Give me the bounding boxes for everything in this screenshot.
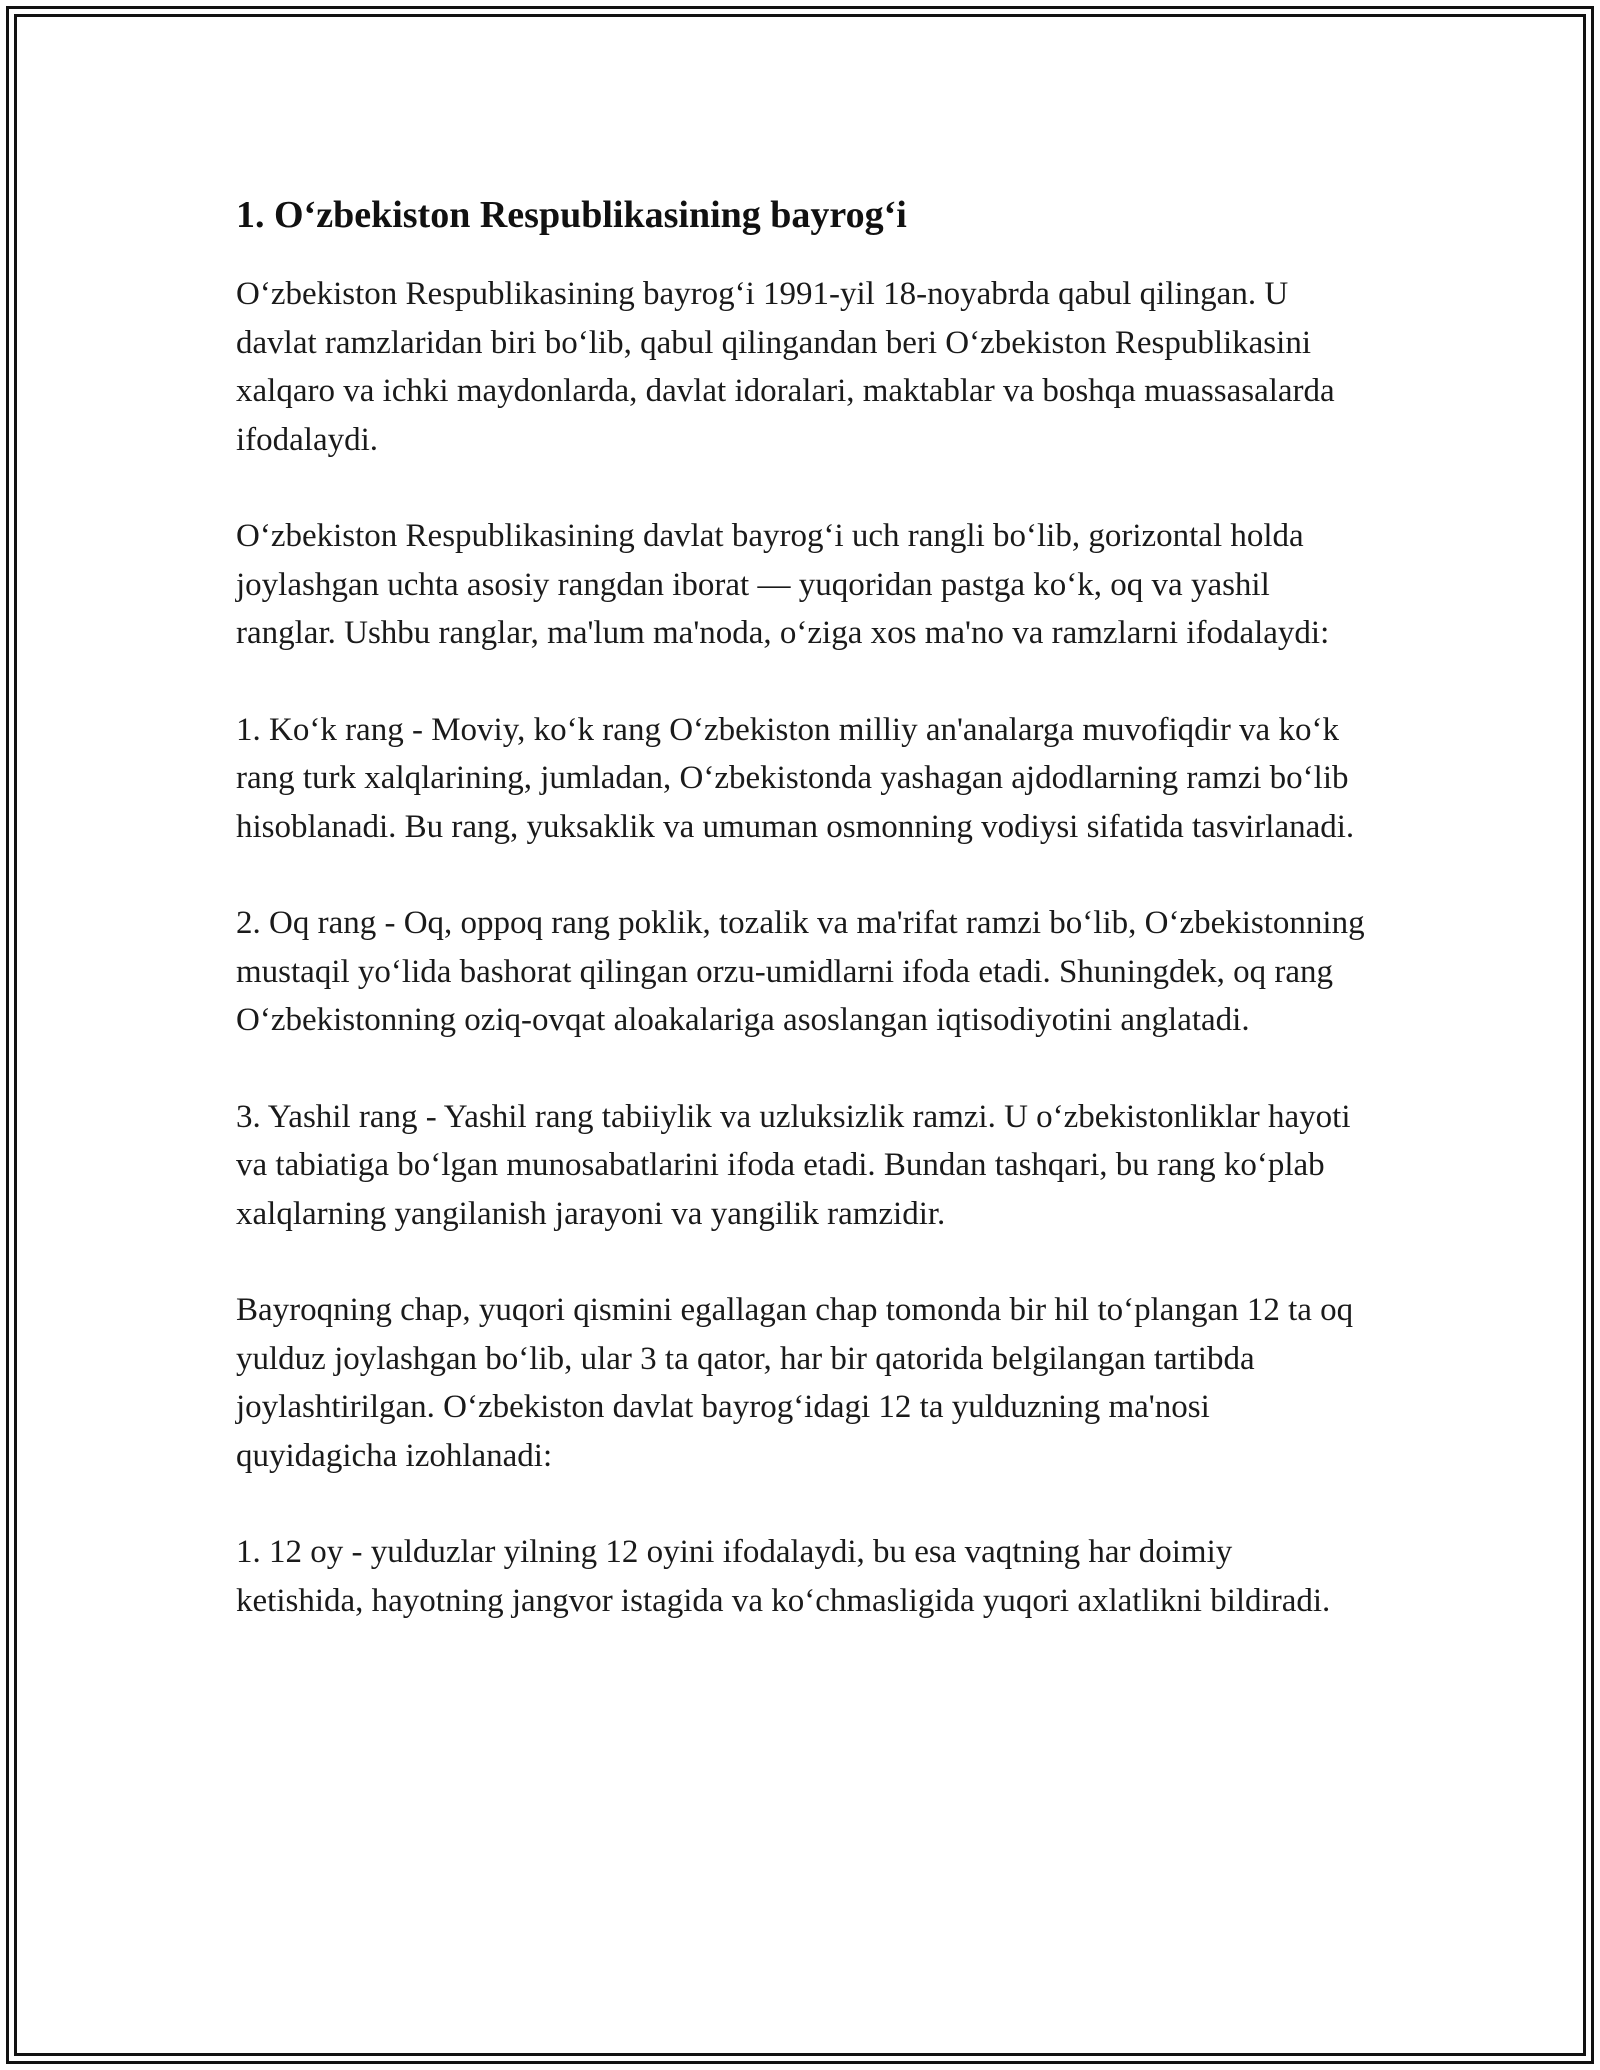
paragraph-white-color: 2. Oq rang - Oq, oppoq rang poklik, tozalik va ma'rifat ramzi bo‘lib, O‘zbekistonning mustaqil yo‘lida bashorat qilingan orzu-umidlarni ifoda etadi. Shuningdek, oq rang O‘zbekistonning oziq-ovqat aloakalariga asoslangan iqtisodiyotini anglatadi. — [236, 905, 1365, 1038]
paragraph-blue-color: 1. Ko‘k rang - Moviy, ko‘k rang O‘zbekiston milliy an'analarga muvofiqdir va ko‘k rang turk xalqlarining, jumladan, O‘zbekistonda yashagan ajdodlarning ramzi bo‘lib hisoblanadi. Bu rang, yuksaklik va umuman osmonning vodiysi sifatida tasvirlanadi. — [236, 711, 1355, 845]
paragraph-colors-overview: O‘zbekiston Respublikasining davlat bayrog‘i uch rangli bo‘lib, gorizontal holda joylashgan uchta asosiy rangdan iborat — yuqoridan pastga ko‘k, oq va yashil ranglar. Ushbu ranglar, ma'lum ma'noda, o‘ziga xos ma'no va ramzlarni ifodalaydi: — [236, 518, 1330, 651]
document-body — [236, 186, 1366, 1673]
paragraph-twelve-months: 1. 12 oy - yulduzlar yilning 12 oyini ifodalaydi, bu esa vaqtning har doimiy ketishida, hayotning jangvor istagida va ko‘chmasligida yuqori axlatlikni bildiradi. — [236, 1534, 1331, 1619]
paragraph-intro: O‘zbekiston Respublikasining bayrog‘i 1991-yil 18-noyabrda qabul qilingan. U davlat ramzlaridan biri bo‘lib, qabul qilingandan beri O‘zbekiston Respublikasini xalqaro va ichki maydonlarda, davlat idoralari, maktablar va boshqa muassasalarda ifodalaydi. — [236, 276, 1335, 458]
paragraph-stars-overview: Bayroqning chap, yuqori qismini egallagan chap tomonda bir hil to‘plangan 12 ta oq yulduz joylashgan bo‘lib, ular 3 ta qator, har bir qatorida belgilangan tartibda joylashtirilgan. O‘zbekiston davlat bayrog‘idagi 12 ta yulduzning ma'nosi quyidagicha izohlanadi: — [236, 1292, 1354, 1474]
section-heading: 1. O‘zbekiston Respublikasining bayrog‘i — [236, 194, 907, 236]
paragraph-green-color: 3. Yashil rang - Yashil rang tabiiylik va uzluksizlik ramzi. U o‘zbekistonliklar hayoti va tabiatiga bo‘lgan munosabatlarini ifoda etadi. Bundan tashqari, bu rang ko‘plab xalqlarning yangilanish jarayoni va yangilik ramzidir. — [236, 1098, 1351, 1232]
